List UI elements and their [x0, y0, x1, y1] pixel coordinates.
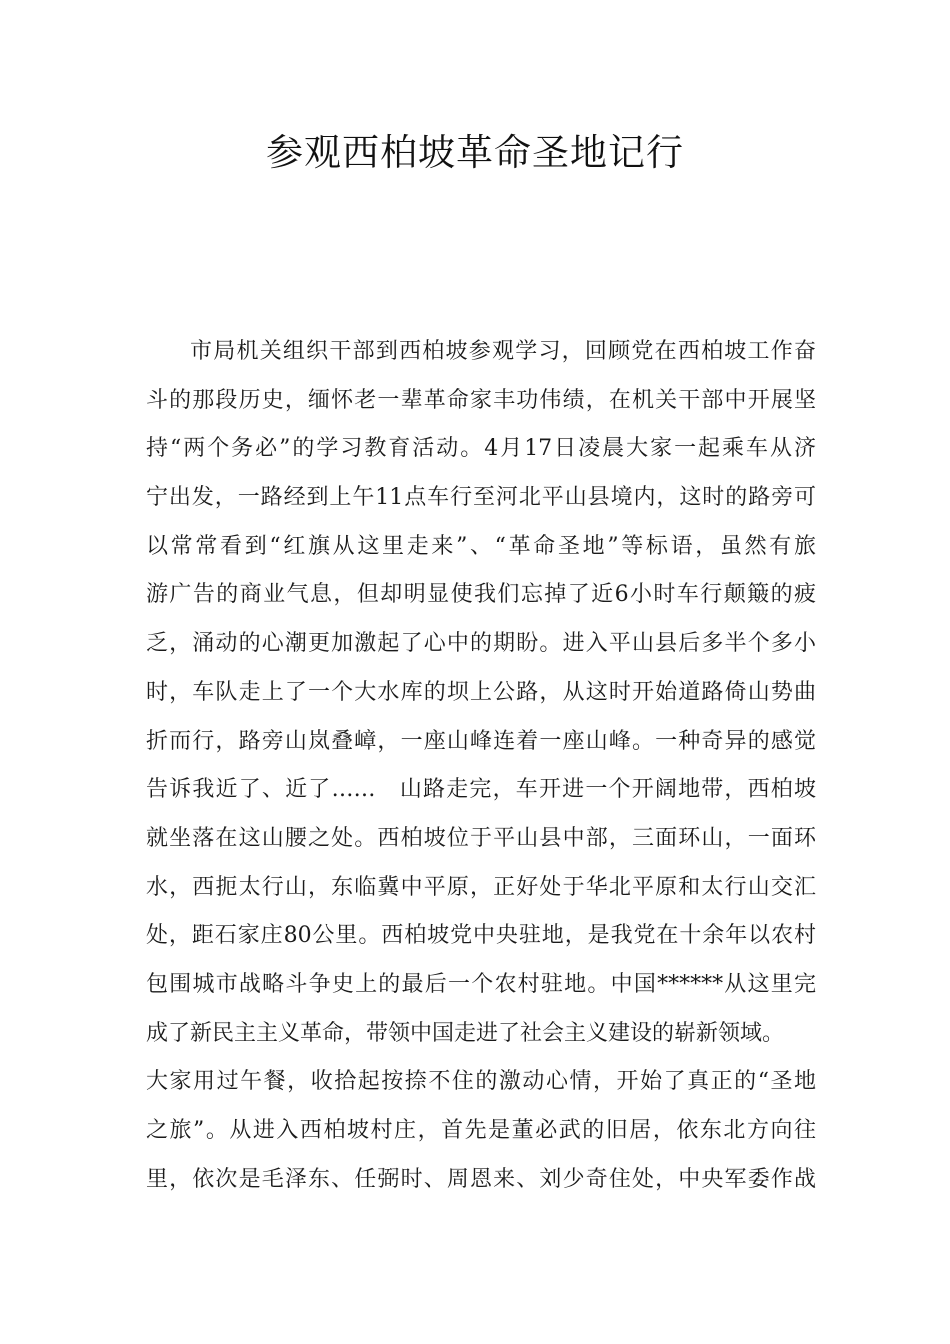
body-line: 乏，涌动的心潮更加激起了心中的期盼。进入平山县后多半个多小	[146, 631, 816, 657]
body-line: 宁出发，一路经到上午11点车行至河北平山县境内，这时的路旁可	[146, 485, 816, 511]
body-line: 游广告的商业气息，但却明显使我们忘掉了近6小时车行颠簸的疲	[146, 582, 816, 608]
body-line: 告诉我近了、近了…… 山路走完，车开进一个开阔地带，西柏坡	[146, 777, 816, 803]
body-line: 水，西扼太行山，东临冀中平原，正好处于华北平原和太行山交汇	[146, 874, 816, 900]
body-line: 时，车队走上了一个大水库的坝上公路，从这时开始道路倚山势曲	[146, 679, 816, 705]
body-line: 持“两个务必”的学习教育活动。4月17日凌晨大家一起乘车从济	[146, 436, 816, 462]
body-line: 处，距石家庄80公里。西柏坡党中央驻地，是我党在十余年以农村	[146, 923, 816, 949]
body-line: 斗的那段历史，缅怀老一辈革命家丰功伟绩，在机关干部中开展坚	[146, 387, 816, 413]
body-line: 之旅”。从进入西柏坡村庄，首先是董必武的旧居，依东北方向往	[146, 1118, 816, 1143]
body-line: 大家用过午餐，收拾起按捺不住的激动心情，开始了真正的“圣地	[146, 1069, 816, 1095]
document-body	[146, 328, 816, 1204]
body-line: 包围城市战略斗争史上的最后一个农村驻地。中国******从这里完	[146, 971, 816, 997]
body-line: 以常常看到“红旗从这里走来”、“革命圣地”等标语，虽然有旅	[146, 533, 816, 559]
body-line: 里，依次是毛泽东、任弼时、周恩来、刘少奇住处，中央军委作战	[146, 1166, 816, 1192]
body-line: 折而行，路旁山岚叠嶂，一座山峰连着一座山峰。一种奇异的感觉	[146, 728, 816, 754]
document-title: 参观西柏坡革命圣地记行	[266, 131, 684, 174]
body-line: 市局机关组织干部到西柏坡参观学习，回顾党在西柏坡工作奋	[190, 339, 816, 364]
body-line: 就坐落在这山腰之处。西柏坡位于平山县中部，三面环山，一面环	[146, 825, 816, 851]
body-line: 成了新民主主义革命，带领中国走进了社会主义建设的崭新领域。	[146, 1020, 785, 1046]
